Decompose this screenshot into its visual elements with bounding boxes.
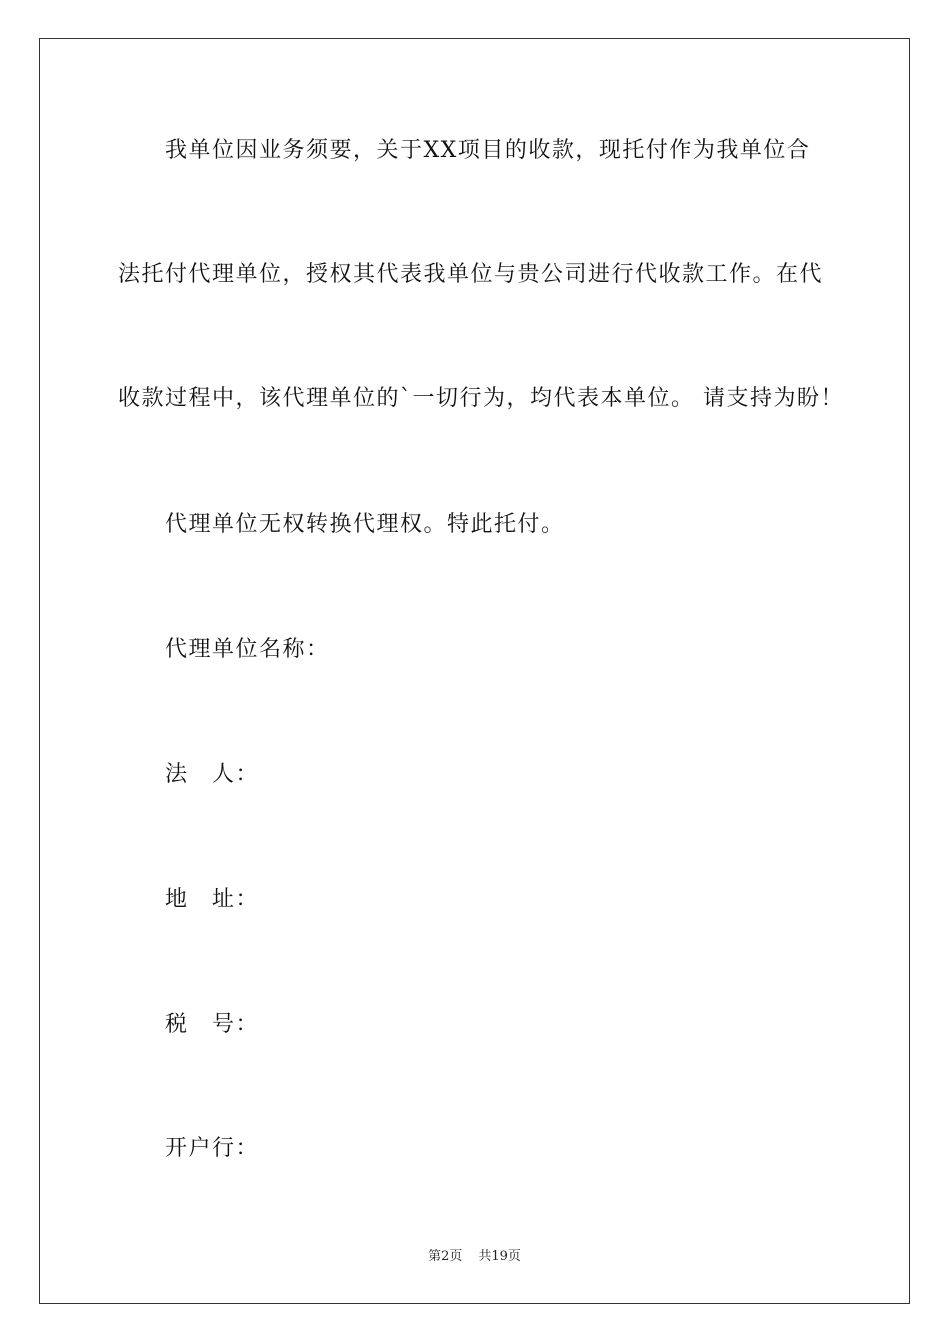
page-total: 共19页	[478, 1249, 521, 1264]
document-page	[39, 38, 910, 1304]
paragraph-text: 收款过程中，该代理单位的`一切行为，均代表本单位。 请支持为盼！	[118, 386, 844, 411]
field-label: 代理单位名称：	[165, 637, 330, 662]
paragraph-text: 代理单位无权转换代理权。特此托付。	[165, 512, 565, 537]
field-label: 开户行：	[165, 1136, 260, 1161]
paragraph-text: 我单位因业务须要，关于XX项目的收款，现托付作为我单位合	[165, 138, 811, 163]
page-footer	[40, 1248, 909, 1266]
field-label: 法 人：	[165, 762, 260, 787]
field-label: 税 号：	[165, 1012, 260, 1037]
field-label: 地 址：	[165, 887, 260, 912]
page-number: 第2页	[428, 1249, 463, 1264]
paragraph-text: 法托付代理单位，授权其代表我单位与贵公司进行代收款工作。在代	[118, 262, 824, 287]
